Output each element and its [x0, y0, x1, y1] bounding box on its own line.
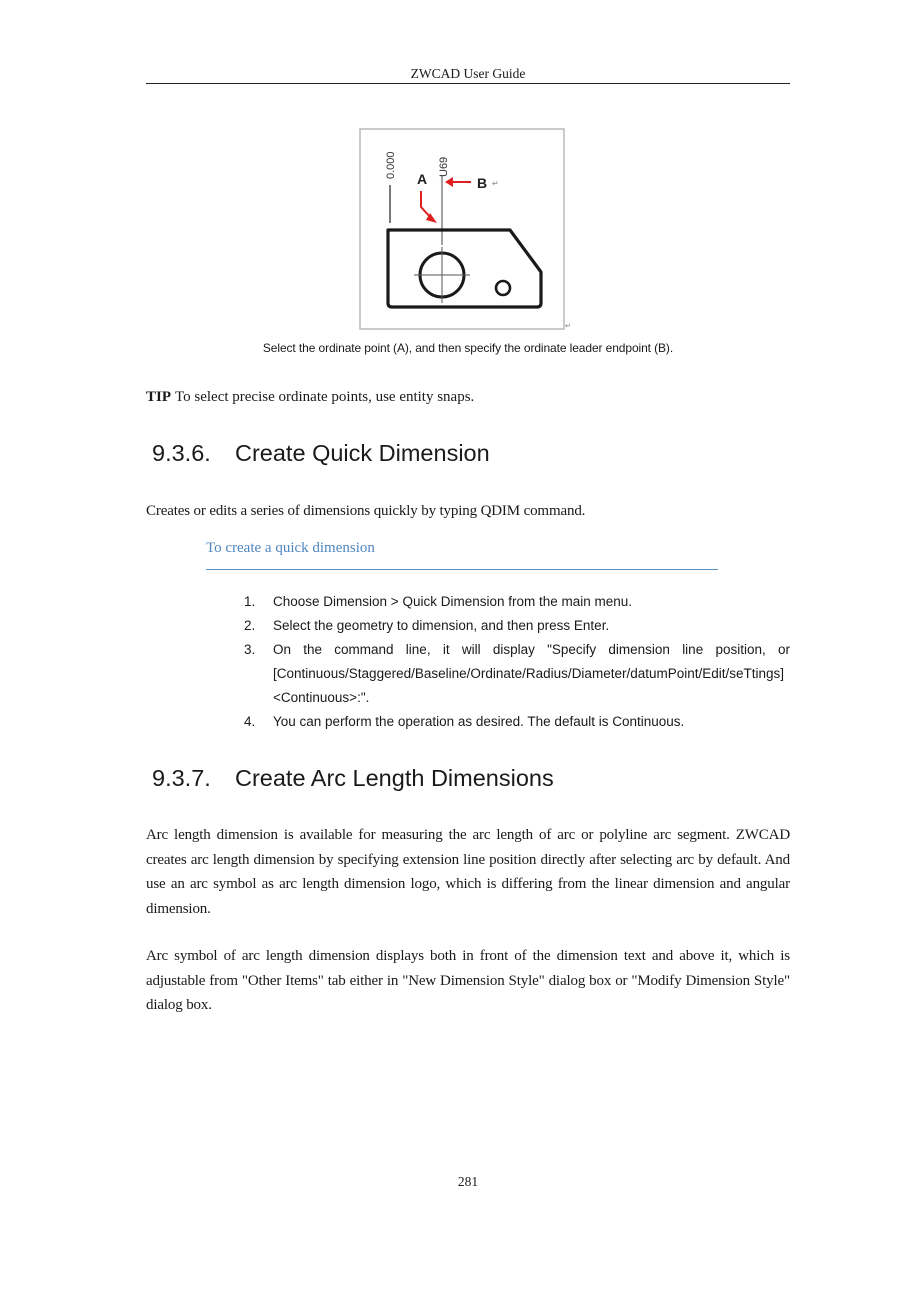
figure-caption: Select the ordinate point (A), and then specify the ordinate leader endpoint (B). [262, 341, 674, 355]
figure-value-vertical: 0.000 [385, 151, 397, 179]
step-number: 3. [244, 642, 256, 657]
list-item [244, 638, 790, 710]
section-number: 9.3.7. [152, 765, 211, 791]
list-item [244, 590, 790, 614]
section-heading-937 [152, 765, 554, 792]
section-title: Create Quick Dimension [235, 440, 490, 466]
figure-value-ordinate: U69 [438, 156, 450, 177]
step-text: Choose Dimension > Quick Dimension from the main menu. [273, 594, 633, 609]
figure-label-b: B [477, 175, 488, 191]
step-text: Select the geometry to dimension, and then press Enter. [273, 618, 610, 633]
procedure-title [206, 540, 718, 570]
procedure-steps [244, 590, 790, 734]
ordinate-dimension-figure [358, 127, 578, 334]
section-title: Create Arc Length Dimensions [235, 765, 554, 791]
page-number: 281 [457, 1174, 479, 1189]
step-text: You can perform the operation as desired. The default is Continuous. [273, 714, 685, 729]
section-937-paragraph-1: Arc length dimension is available for measuring the arc length of arc or polyline arc segment. ZWCAD creates arc length dimension by specifying extension line position directly after selecting arc by default. And use an arc symbol as arc length dimension logo, which is differing from the linear dimension and angular dimension. [146, 827, 790, 917]
tip-note [146, 389, 474, 406]
figure-return-mark: ↵ [492, 179, 499, 188]
figure-corner-mark: ↵ [565, 323, 571, 330]
tip-text: To select precise ordinate points, use entity snaps. [175, 389, 475, 405]
list-item [244, 614, 790, 638]
step-number: 1. [244, 594, 256, 609]
step-number: 2. [244, 618, 256, 633]
section-number: 9.3.6. [152, 440, 211, 466]
figure-label-a: A [417, 171, 428, 187]
page-header [146, 64, 790, 84]
step-text: On the command line, it will display "Specify dimension line position, or [Continuous/Staggered/Baseline/Ordinate/Radius/Diameter/datumPoint/Edit/seTtings] <Continuous>:". [273, 642, 790, 705]
step-number: 4. [244, 714, 256, 729]
list-item [244, 710, 790, 734]
tip-label: TIP [146, 389, 172, 405]
procedure-title-text: To create a quick dimension [206, 540, 375, 556]
section-937-paragraph-2: Arc symbol of arc length dimension displays both in front of the dimension text and above it, which is adjustable from "Other Items" tab either in "New Dimension Style" dialog box or "Modify Dimension Style" dialog box. [146, 948, 790, 1013]
section-heading-936 [152, 440, 490, 467]
header-title: ZWCAD User Guide [410, 66, 526, 81]
section-936-intro: Creates or edits a series of dimensions quickly by typing QDIM command. [146, 503, 586, 519]
